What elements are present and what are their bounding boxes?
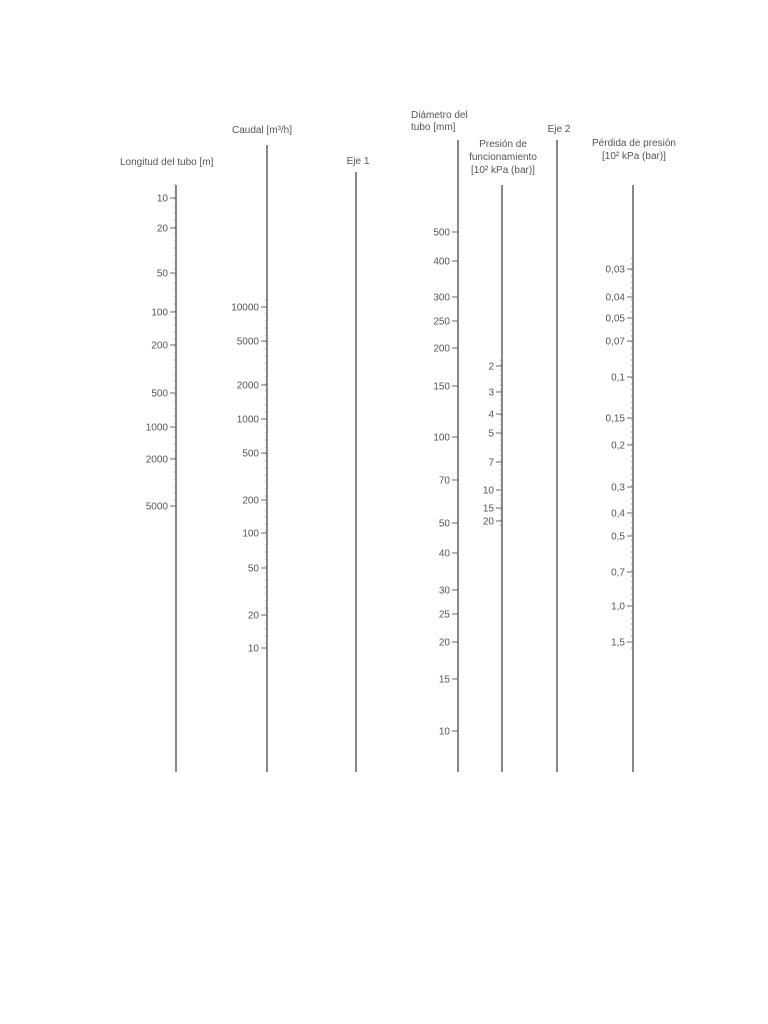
caudal-tick-label: 20: [247, 610, 259, 622]
perdida-tick-label: 1,0: [611, 601, 625, 613]
caudal-tick-label: 50: [247, 563, 259, 575]
presion-tick-label: 20: [482, 516, 494, 528]
diametro-tick-label: 40: [438, 548, 450, 560]
diametro-tick-label: 15: [438, 674, 450, 686]
diametro-tick-label: 70: [438, 475, 450, 487]
perdida-tick-label: 0,07: [605, 336, 625, 348]
longitud-tick-label: 1000: [145, 422, 168, 434]
diametro-tick-label: 30: [438, 585, 450, 597]
longitud-tick-label: 200: [151, 340, 168, 352]
diametro-tick-label: 25: [438, 609, 450, 621]
caudal-tick-label: 10: [247, 643, 259, 655]
perdida-title-line: Pérdida de presión: [592, 138, 676, 149]
caudal-tick-label: 200: [242, 495, 259, 507]
perdida-tick-label: 1,5: [611, 637, 625, 649]
longitud-tick-label: 100: [151, 307, 168, 319]
presion-tick-label: 3: [488, 387, 494, 399]
scale-caudal: [231, 125, 292, 772]
caudal-tick-label: 500: [242, 448, 259, 460]
scale-eje1: [347, 156, 370, 772]
perdida-tick-label: 0,2: [611, 440, 625, 452]
perdida-tick-label: 0,4: [611, 508, 625, 520]
perdida-tick-label: 0,7: [611, 567, 625, 579]
longitud-tick-label: 500: [151, 388, 168, 400]
diametro-tick-label: 20: [438, 637, 450, 649]
diametro-tick-label: 300: [433, 292, 450, 304]
diametro-tick-label: 10: [438, 726, 450, 738]
longitud-tick-label: 20: [156, 223, 168, 235]
caudal-tick-label: 1000: [236, 414, 259, 426]
perdida-title-line: [10² kPa (bar)]: [602, 151, 666, 162]
presion-tick-label: 15: [482, 503, 494, 515]
caudal-tick-label: 10000: [231, 302, 259, 314]
longitud-tick-label: 2000: [145, 454, 168, 466]
scale-perdida: [592, 138, 676, 772]
diametro-tick-label: 100: [433, 432, 450, 444]
scale-diametro: [411, 110, 468, 772]
diametro-tick-label: 500: [433, 227, 450, 239]
eje1-title-line: Eje 1: [346, 156, 370, 167]
presion-tick-label: 5: [488, 428, 494, 440]
perdida-tick-label: 0,3: [611, 482, 625, 494]
diametro-tick-label: 150: [433, 381, 450, 393]
scale-eje2: [548, 124, 571, 772]
perdida-tick-label: 0,1: [611, 372, 625, 384]
longitud-title-line: Longitud del tubo [m]: [120, 157, 214, 168]
presion-title-line: [10² kPa (bar)]: [471, 165, 535, 176]
diametro-tick-label: 250: [433, 316, 450, 328]
perdida-tick-label: 0,04: [605, 292, 625, 304]
diametro-title-line: tubo [mm]: [411, 122, 456, 133]
diametro-tick-label: 50: [438, 518, 450, 530]
diametro-title-line: Diámetro del: [411, 110, 468, 121]
eje2-title-line: Eje 2: [547, 124, 571, 135]
longitud-tick-label: 50: [156, 268, 168, 280]
longitud-tick-label: 5000: [145, 501, 168, 513]
diametro-tick-label: 400: [433, 256, 450, 268]
diametro-tick-label: 200: [433, 343, 450, 355]
scale-longitud: [120, 157, 214, 772]
scale-presion: [469, 139, 537, 772]
perdida-tick-label: 0,5: [611, 531, 625, 543]
caudal-tick-label: 2000: [236, 380, 259, 392]
presion-title-line: funcionamiento: [469, 152, 537, 163]
perdida-tick-label: 0,05: [605, 313, 625, 325]
presion-tick-label: 4: [488, 409, 494, 421]
perdida-tick-label: 0,15: [605, 413, 625, 425]
longitud-tick-label: 10: [156, 193, 168, 205]
caudal-tick-label: 5000: [236, 336, 259, 348]
presion-tick-label: 7: [488, 457, 494, 469]
caudal-tick-label: 100: [242, 528, 259, 540]
presion-title-line: Presión de: [479, 139, 527, 150]
presion-tick-label: 10: [482, 485, 494, 497]
perdida-tick-label: 0,03: [605, 264, 625, 276]
caudal-title-line: Caudal [m³/h]: [232, 125, 293, 136]
presion-tick-label: 2: [488, 361, 494, 373]
